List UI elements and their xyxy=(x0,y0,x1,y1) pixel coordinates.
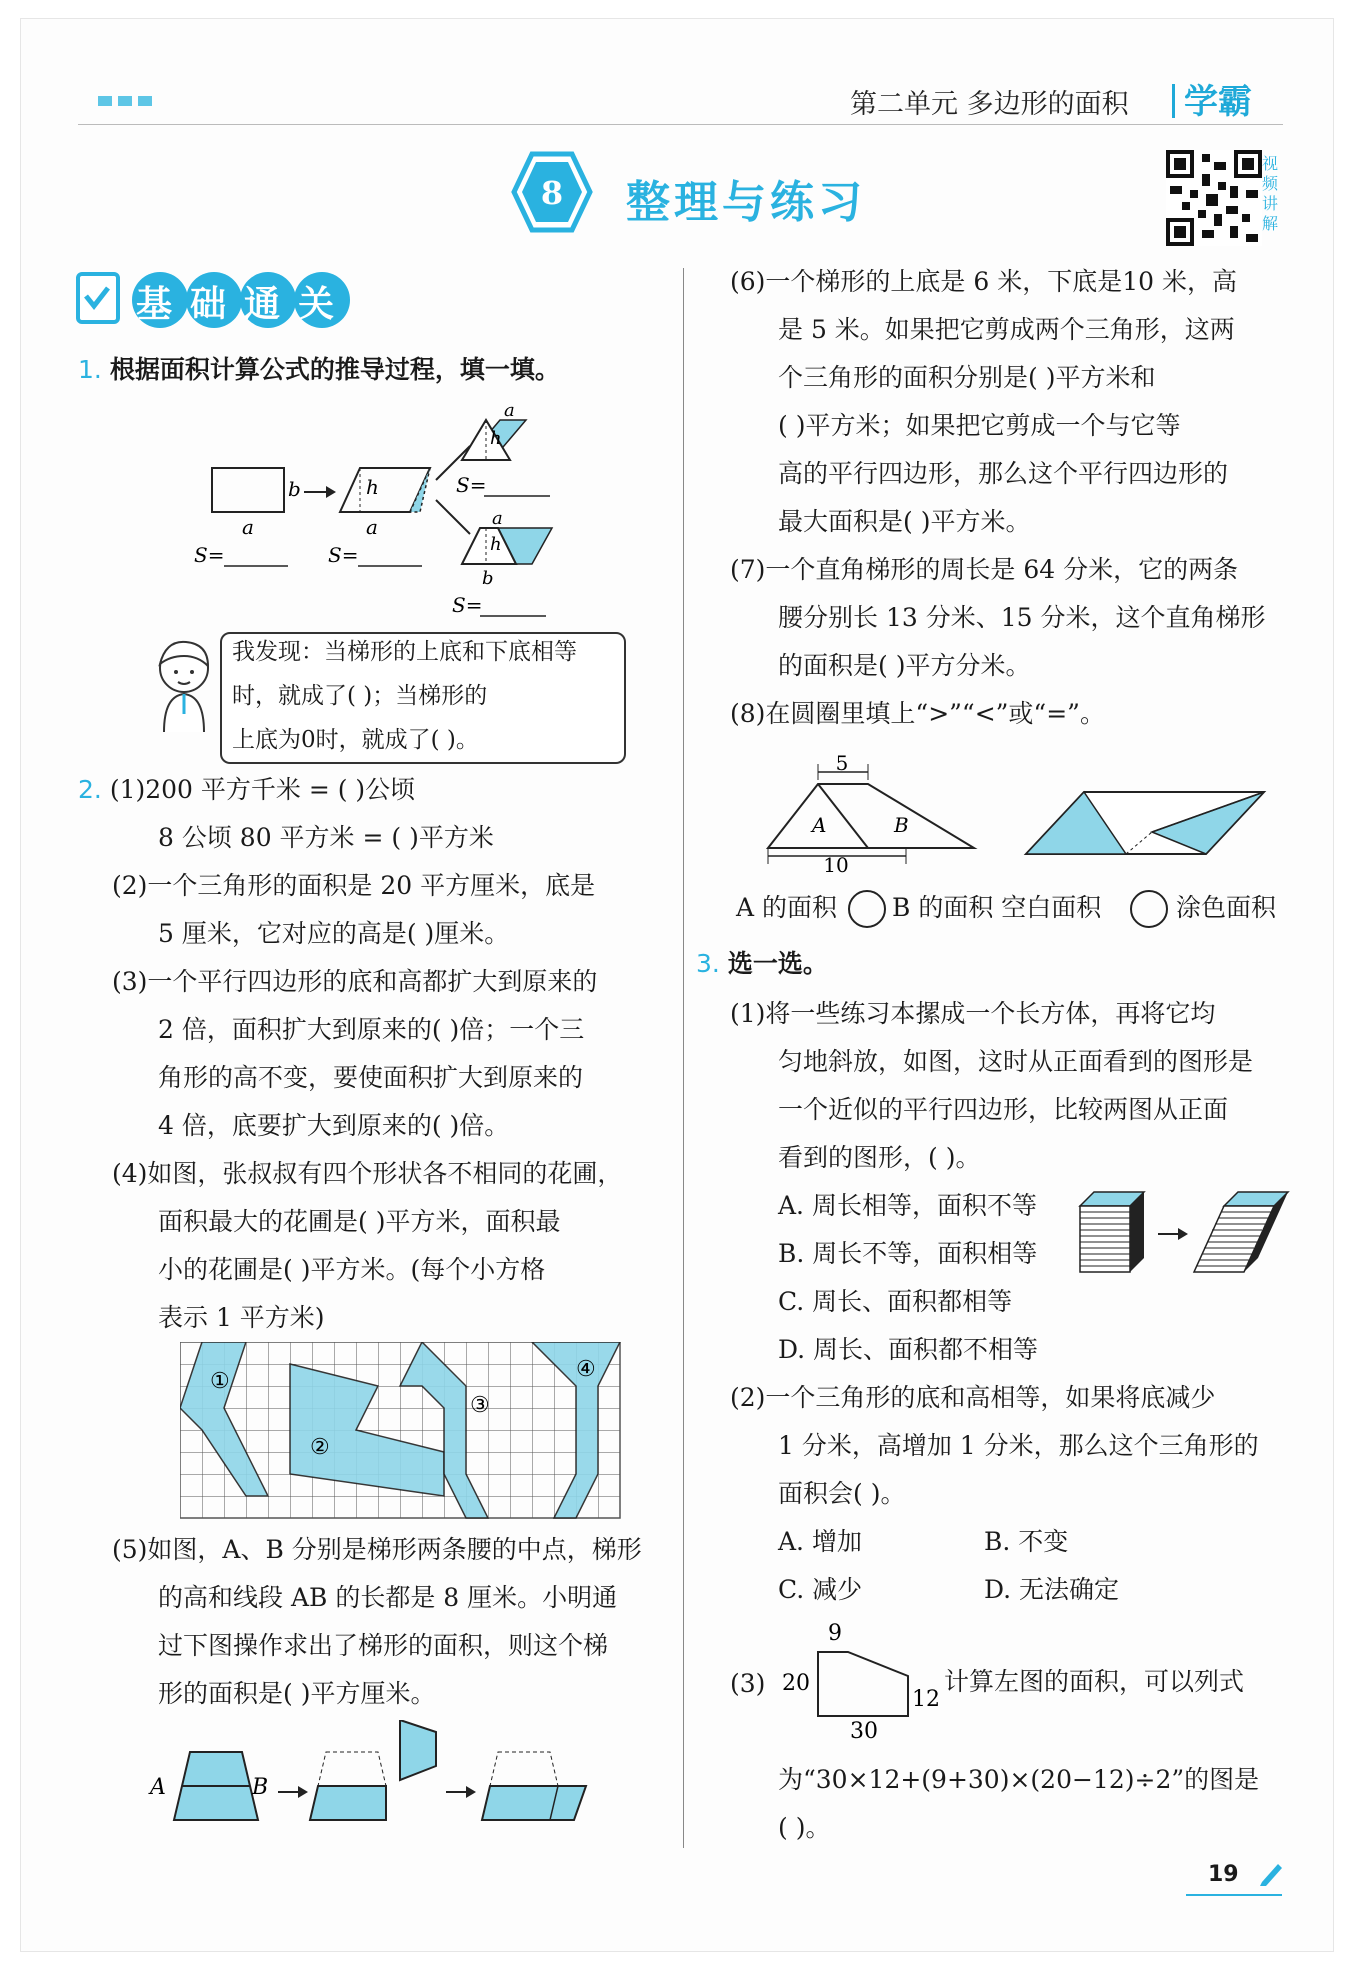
q2-line-8: 4 倍，底要扩大到原来的( )倍。 xyxy=(158,1111,510,1140)
flowerbed-label-4: ④ xyxy=(576,1357,596,1382)
bubble-line-1: 我发现：当梯形的上底和下底相等 xyxy=(232,639,577,665)
svg-text:h: h xyxy=(490,534,502,555)
q3-1-option-d[interactable]: D. 周长、面积都不相等 xyxy=(778,1335,1039,1364)
q3-1-option-a[interactable]: A. 周长相等，面积不等 xyxy=(778,1191,1037,1220)
q3-3-figure xyxy=(776,1616,946,1746)
lesson-title: 整理与练习 xyxy=(626,177,866,228)
q3-1-line-3: 一个近似的平行四边形，比较两图从正面 xyxy=(778,1095,1229,1124)
svg-text:a: a xyxy=(504,400,515,421)
q3-2-line-1: (2)一个三角形的底和高相等，如果将底减少 xyxy=(730,1383,1216,1412)
qr-label: 视频讲解 xyxy=(1262,154,1279,233)
column-divider xyxy=(683,268,684,1848)
svg-text:A: A xyxy=(150,1775,166,1800)
q2-5-line-2: 的高和线段 AB 的长都是 8 厘米。小明通 xyxy=(158,1583,618,1612)
section-title: 基础通关 xyxy=(136,284,353,325)
q2-line-7: 角形的高不变，要使面积扩大到原来的 xyxy=(158,1063,584,1092)
q1-derivation-figure xyxy=(180,388,580,628)
svg-text:30: 30 xyxy=(850,1719,878,1744)
notebook-stack-figure xyxy=(1074,1188,1294,1278)
svg-text:9: 9 xyxy=(828,1621,842,1646)
q3-1-line-4: 看到的图形，( )。 xyxy=(778,1143,981,1172)
q8-figures xyxy=(756,748,1296,878)
lesson-number: 8 xyxy=(540,174,564,212)
q2-5-line-4: 形的面积是( )平方厘米。 xyxy=(158,1679,436,1708)
svg-text:a: a xyxy=(366,515,378,539)
q2-line-5: (3)一个平行四边形的底和高都扩大到原来的 xyxy=(112,967,598,996)
q6-line-2: 是 5 米。如果把它剪成两个三角形，这两 xyxy=(778,315,1235,344)
q3-3-line-2: 为“30×12+(9+30)×(20−12)÷2”的图是 xyxy=(778,1765,1260,1794)
q3-1-option-c[interactable]: C. 周长、面积都相等 xyxy=(778,1287,1013,1316)
svg-text:h: h xyxy=(366,475,379,499)
q7-line-1: (7)一个直角梯形的周长是 64 分米，它的两条 xyxy=(730,555,1239,584)
bubble-line-2: 时，就成了( )；当梯形的 xyxy=(232,683,488,709)
q2-line-12: 表示 1 平方米) xyxy=(158,1303,325,1332)
q8-compare-a: A 的面积 xyxy=(736,893,838,922)
svg-text:a: a xyxy=(492,508,503,529)
q3-2-option-c[interactable]: C. 减少 xyxy=(778,1575,863,1604)
pencil-icon xyxy=(1256,1858,1286,1888)
svg-text:B: B xyxy=(252,1775,269,1800)
q2-5-line-1: (5)如图，A、B 分别是梯形两条腰的中点，梯形 xyxy=(112,1535,642,1564)
q2-line-2: 8 公顷 80 平方米 = ( )平方米 xyxy=(158,823,494,852)
svg-text:S=: S= xyxy=(194,543,225,567)
q8-compare-c: 涂色面积 xyxy=(1176,893,1277,922)
q1-number: 1. xyxy=(78,355,102,384)
q3-1-line-1: (1)将一些练习本摞成一个长方体，再将它均 xyxy=(730,999,1216,1028)
svg-text:h: h xyxy=(490,428,502,449)
q3-2-line-3: 面积会( )。 xyxy=(778,1479,906,1508)
q1-heading xyxy=(78,346,560,394)
svg-text:20: 20 xyxy=(782,1671,810,1696)
header-dash xyxy=(138,96,152,106)
q6-line-6: 最大面积是( )平方米。 xyxy=(778,507,1031,536)
q7-line-2: 腰分别长 13 分米、15 分米，这个直角梯形 xyxy=(778,603,1266,632)
q8-answer-circle-2[interactable] xyxy=(1130,890,1168,928)
q2-line-1: 2. (1)200 平方千米 = ( )公顷 xyxy=(78,775,416,804)
q3-3-line-3: ( )。 xyxy=(778,1813,831,1842)
q2-line-11: 小的花圃是( )平方米。(每个小方格 xyxy=(158,1255,546,1284)
svg-text:10: 10 xyxy=(823,853,849,877)
header-unit: 第二单元 多边形的面积 xyxy=(850,89,1129,120)
svg-text:5: 5 xyxy=(835,751,849,775)
svg-text:b: b xyxy=(288,477,301,501)
q3-1-option-b[interactable]: B. 周长不等，面积相等 xyxy=(778,1239,1038,1268)
flowerbed-grid-figure xyxy=(180,1342,630,1522)
header-bar xyxy=(1172,84,1175,118)
q2-line-10: 面积最大的花圃是( )平方米，面积最 xyxy=(158,1207,561,1236)
q3-1-line-2: 匀地斜放，如图，这时从正面看到的图形是 xyxy=(778,1047,1254,1076)
q3-heading: 3. 选一选。 xyxy=(696,949,828,978)
q2-line-3: (2)一个三角形的面积是 20 平方厘米，底是 xyxy=(112,871,596,900)
flowerbed-label-3: ③ xyxy=(470,1393,490,1418)
header-rule xyxy=(78,124,1283,125)
svg-text:S=: S= xyxy=(328,543,359,567)
lesson-number-badge xyxy=(510,150,594,234)
q3-3-text: 计算左图的面积，可以列式 xyxy=(944,1667,1245,1696)
q8-prompt: (8)在圆圈里填上“>”“<”或“=”。 xyxy=(730,699,1105,728)
q7-line-3: 的面积是( )平方分米。 xyxy=(778,651,1031,680)
page-number-rule xyxy=(1186,1894,1282,1896)
q3-2-option-b[interactable]: B. 不变 xyxy=(984,1527,1069,1556)
q2-line-4: 5 厘米，它对应的高是( )厘米。 xyxy=(158,919,510,948)
trapezoid-cut-figure xyxy=(146,1720,666,1850)
student-cartoon-icon xyxy=(146,634,220,734)
q2-line-6: 2 倍，面积扩大到原来的( )倍；一个三 xyxy=(158,1015,585,1044)
bubble-line-3: 上底为0时，就成了( )。 xyxy=(232,727,479,753)
q8-compare-b: B 的面积 空白面积 xyxy=(892,893,1102,922)
page-number: 19 xyxy=(1208,1862,1239,1887)
flowerbed-label-2: ② xyxy=(310,1435,330,1460)
q1-text: 根据面积计算公式的推导过程，填一填。 xyxy=(109,355,560,384)
q3-3-prefix: (3) xyxy=(730,1669,766,1698)
header-dash xyxy=(98,96,112,106)
svg-text:S=: S= xyxy=(452,593,483,617)
q2-5-line-3: 过下图操作求出了梯形的面积，则这个梯 xyxy=(158,1631,609,1660)
svg-text:a: a xyxy=(242,515,254,539)
q2-line-9: (4)如图，张叔叔有四个形状各不相同的花圃， xyxy=(112,1159,623,1188)
svg-text:A: A xyxy=(812,813,827,837)
q6-line-1: (6)一个梯形的上底是 6 米，下底是10 米，高 xyxy=(730,267,1237,296)
svg-text:S=: S= xyxy=(456,473,487,497)
q8-answer-circle-1[interactable] xyxy=(848,890,886,928)
q3-2-line-2: 1 分米，高增加 1 分米，那么这个三角形的 xyxy=(778,1431,1259,1460)
svg-text:b: b xyxy=(482,568,494,589)
brand-logo: 学霸 xyxy=(1184,82,1252,122)
q3-2-option-d[interactable]: D. 无法确定 xyxy=(984,1575,1120,1604)
q6-line-5: 高的平行四边形，那么这个平行四边形的 xyxy=(778,459,1229,488)
flowerbed-label-1: ① xyxy=(210,1369,230,1394)
q6-line-4: ( )平方米；如果把它剪成一个与它等 xyxy=(778,411,1181,440)
qr-code-icon[interactable] xyxy=(1166,150,1262,246)
header-dash xyxy=(118,96,132,106)
q3-2-option-a[interactable]: A. 增加 xyxy=(778,1527,862,1556)
q6-line-3: 个三角形的面积分别是( )平方米和 xyxy=(778,363,1156,392)
svg-text:B: B xyxy=(894,813,909,837)
svg-text:12: 12 xyxy=(912,1687,940,1712)
